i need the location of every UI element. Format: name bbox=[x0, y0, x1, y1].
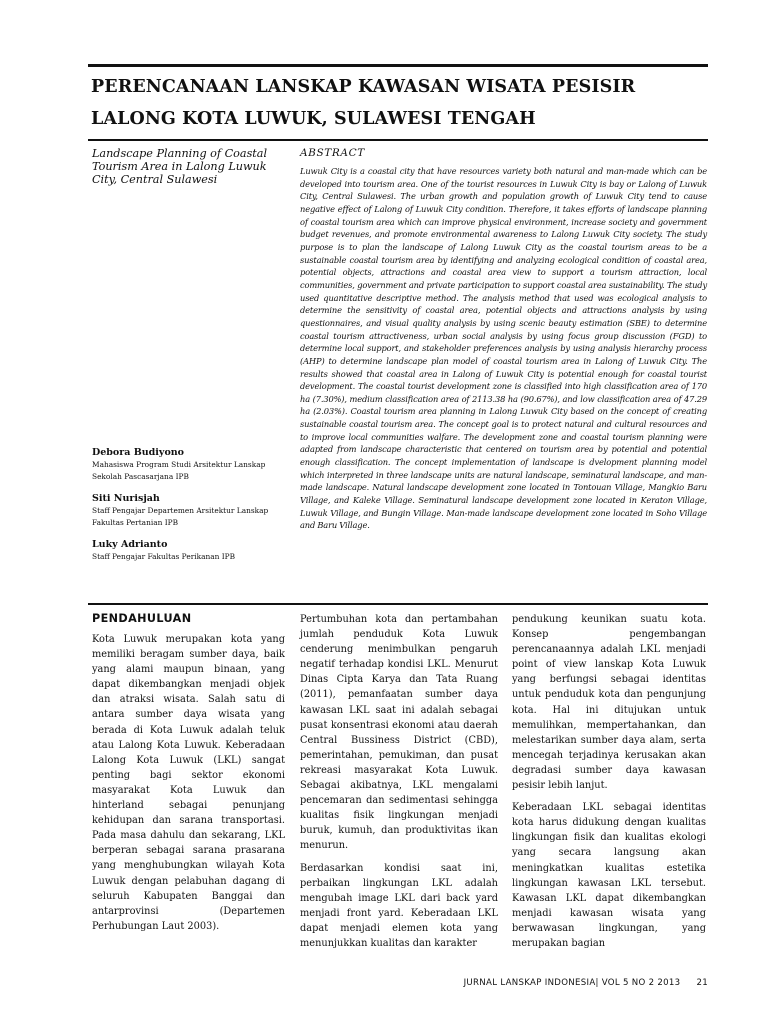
section-heading: PENDAHULUAN bbox=[92, 612, 192, 625]
page-number: 21 bbox=[696, 978, 708, 988]
body-column-2 bbox=[300, 612, 498, 958]
author-block bbox=[92, 446, 297, 482]
title-rule bbox=[88, 139, 708, 141]
page-footer bbox=[464, 978, 708, 988]
english-title: Landscape Planning of Coastal Tourism Area in Lalong Luwuk City, Central Sulawesi bbox=[92, 147, 268, 186]
body-paragraph: pendukung keunikan suatu kota. Konsep pengembangan perencanaannya adalah LKL menjadi point of view lanskap Kota Luwuk yang berfungsi sebagai identitas untuk penduduk kota dan pengunjung kota. Hal ini ditujukan untuk memulihkan, mempertahankan, dan melestarikan sumber daya alam, serta mencegah terjadinya kerusakan akan degradasi sumber daya kawasan pesisir lebih lanjut. bbox=[512, 614, 706, 792]
abstract-body: Luwuk City is a coastal city that have resources variety both natural and man-made which can be developed into tourism area. One of the tourist resources in Luwuk City is bay or Lalong of Luwuk City, Central Sulawesi. The urban growth and population growth of Luwuk City tend to cause negative effect of Lalong of Luwuk City condition. Therefore, it takes efforts of landscape planning of coastal tourism area which can improve physical environment, increase society and government budget revenues, and promote environmental awareness to Lalong Luwuk City society. The study purpose is to plan the landscape of Lalong Luwuk City as the coastal tourism areas to be a sustainable coastal tourism area by identifying and analyzing ecological condition of coastal area, potential objects, attractions and coastal area view to support a tourism attraction, local communities, government and private participation to support coastal area sustainability. The study used quantitative descriptive method. The analysis method that used was ecological analysis to determine the sensitivity of coastal area, potential objects and attractions analysis by using questionnaires, and visual quality analysis by using scenic beauty estimation (SBE) to determine coastal tourism attractiveness, urban social analysis by using focus group discussion (FGD) to determine local support, and stakeholder preferences analysis by using analysis hierarchy process (AHP) to determine landscape plan model of coastal tourism area in Lalong of Luwuk City. The results showed that coastal area in Lalong of Luwuk City is potential enough for coastal tourist development. The coastal tourist development zone is classified into high classification area of 170 ha (7.30%), medium classification area of 2113.38 ha (90.67%), and low classification area of 47.29 ha (2.03%). Coastal tourism area planning in Lalong Luwuk City based on the concept of creating sustainable coastal tourism area. The concept goal is to protect natural and cultural resources and to improve local communities walfare. The development zone and coastal tourism planning were adapted from landscape characteristic that centered on tourism area by potential and potential enough classification. The concept implementation of landscape is dvelopment planning model which interpreted in three landscape units are natural landscape, seminatural landscape, and man-made landscape. Natural landscape development zone located in Tontouan Village, Mangkio Baru Village, and Kaleke Village. Seminatural landscape development zone located in Keraton Village, Luwuk Village, and Bungin Village. Man-made landscape development zone located in Soho Village and Baru Village. bbox=[300, 166, 707, 531]
body-paragraph: Kota Luwuk merupakan kota yang memiliki beragam sumber daya, baik yang alami maupun binaan, yang dapat dikembangkan menjadi objek dan atraksi wisata. Salah satu di antara sumber daya wisata yang berada di Kota Luwuk adalah teluk atau Lalong Kota Luwuk. Keberadaan Lalong Kota Luwuk (LKL) sangat penting bagi sektor ekonomi masyarakat Kota Luwuk dan hinterland sebagai penunjang kehidupan dan sarana transportasi. Pada masa dahulu dan sekarang, LKL berperan sebagai sarana prasarana yang menghubungkan wilayah Kota Luwuk dengan pelabuhan dagang di seluruh Kabupaten Banggai dan antarprovinsi (Departemen Perhubungan Laut 2003). bbox=[92, 634, 285, 932]
body-paragraph: Keberadaan LKL sebagai identitas kota harus didukung dengan kualitas lingkungan fisik dan kualitas ekologi yang secara langsung akan meningkatkan kualitas estetika lingkungan kawasan LKL tersebut. Kawasan LKL dapat dikembangkan menjadi kawasan wisata yang berwawasan lingkungan, yang merupakan bagian bbox=[512, 802, 706, 949]
author-name: Luky Adrianto bbox=[92, 539, 168, 550]
top-rule bbox=[88, 64, 708, 67]
author-list bbox=[92, 446, 297, 573]
body-paragraph: Pertumbuhan kota dan pertambahan jumlah penduduk Kota Luwuk cenderung menimbulkan pengaruh negatif terhadap kondisi LKL. Menurut Dinas Cipta Karya dan Tata Ruang (2011), pemanfaatan sumber daya kawasan LKL saat ini adalah sebagai pusat konsentrasi ekonomi atau daerah Central Bussiness District (CBD), pemerintahan, pemukiman, dan pusat rekreasi masyarakat Kota Luwuk. Sebagai akibatnya, LKL mengalami pencemaran dan sedimentasi sehingga kualitas fisik lingkungan menjadi buruk, kumuh, dan produktivitas ikan menurun. bbox=[300, 614, 498, 852]
abstract-heading: ABSTRACT bbox=[300, 147, 365, 159]
body-column-3 bbox=[512, 612, 706, 958]
author-block bbox=[92, 492, 297, 528]
article-title-line-2: LALONG KOTA LUWUK, SULAWESI TENGAH bbox=[91, 109, 536, 129]
body-paragraph: Berdasarkan kondisi saat ini, perbaikan lingkungan LKL adalah mengubah image LKL dari back yard menjadi front yard. Keberadaan LKL dapat menjadi elemen kota yang menunjukkan kualitas dan karakter bbox=[300, 862, 498, 949]
author-affiliation: Mahasiswa Program Studi Arsitektur Lanskap Sekolah Pascasarjana IPB bbox=[92, 460, 266, 481]
author-affiliation: Staff Pengajar Departemen Arsitektur Lanskap Fakultas Pertanian IPB bbox=[92, 506, 269, 527]
article-title-line-1: PERENCANAAN LANSKAP KAWASAN WISATA PESISIR bbox=[91, 77, 636, 97]
body-column-1 bbox=[92, 612, 285, 941]
author-name: Debora Budiyono bbox=[92, 447, 185, 458]
author-block bbox=[92, 538, 297, 563]
author-affiliation: Staff Pengajar Fakultas Perikanan IPB bbox=[92, 552, 236, 561]
author-name: Siti Nurisjah bbox=[92, 493, 160, 504]
section-rule bbox=[88, 603, 708, 605]
journal-citation: JURNAL LANSKAP INDONESIA| VOL 5 NO 2 2013 bbox=[463, 978, 681, 988]
